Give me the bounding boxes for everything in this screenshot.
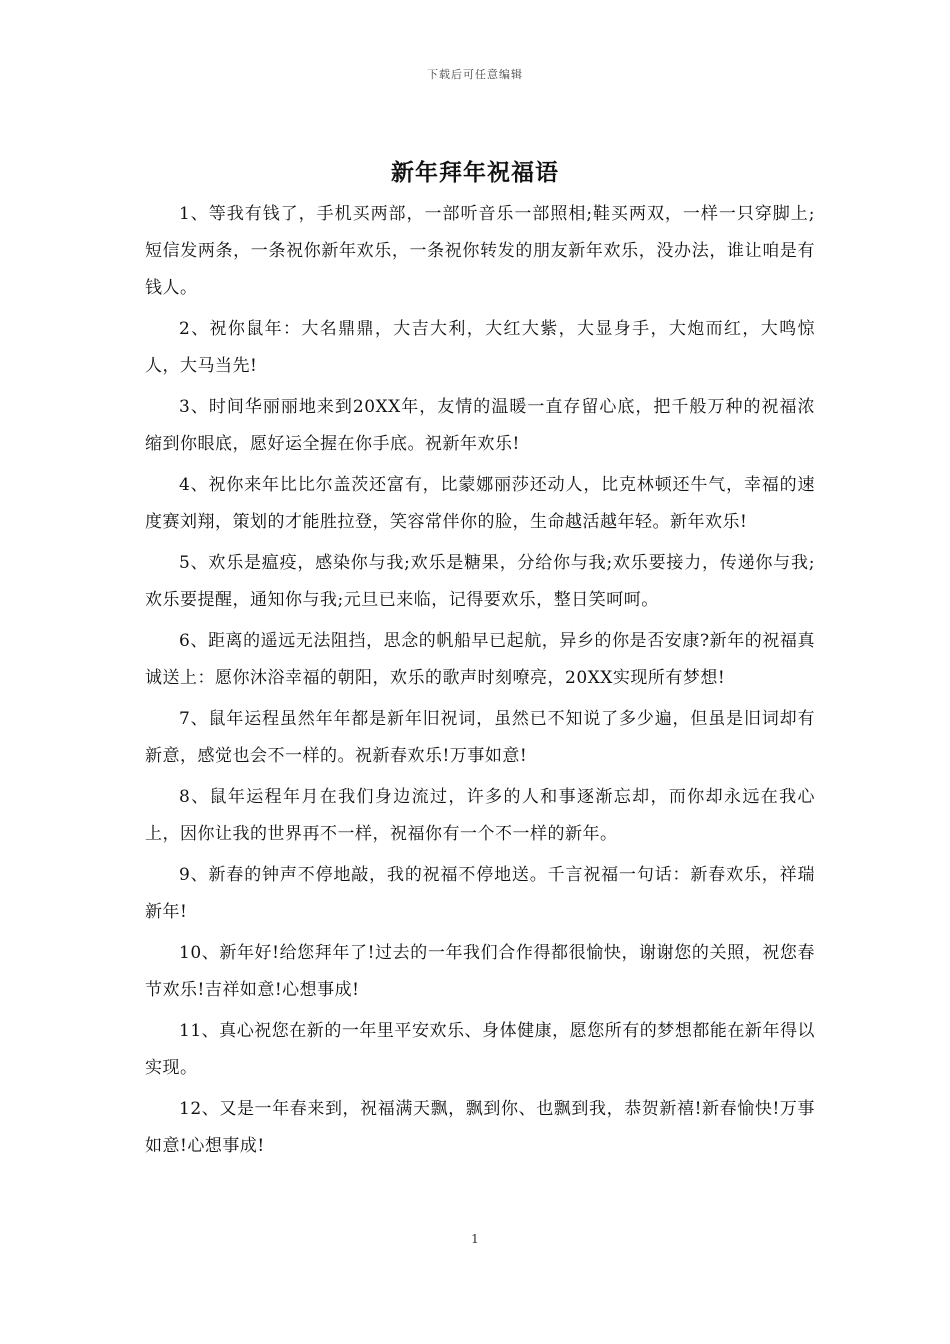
paragraph-6: 6、距离的遥远无法阻挡，思念的帆船早已起航，异乡的你是否安康?新年的祝福真诚送上：愿你沐浴幸福的朝阳，欢乐的歌声时刻嘹亮，20XX实现所有梦想! — [145, 631, 815, 688]
paragraph-7: 7、鼠年运程虽然年年都是新年旧祝词，虽然已不知说了多少遍，但虽是旧词却有新意，感觉也会不一样的。祝新春欢乐!万事如意! — [145, 709, 815, 766]
paragraph-2: 2、祝你鼠年：大名鼎鼎，大吉大利，大红大紫，大显身手，大炮而红，大鸣惊人，大马当先! — [145, 319, 815, 376]
paragraph-3: 3、时间华丽丽地来到20XX年，友情的温暖一直存留心底，把千般万种的祝福浓缩到你眼底，愿好运全握在你手底。祝新年欢乐! — [145, 397, 815, 454]
paragraph-10: 10、新年好!给您拜年了!过去的一年我们合作得都很愉快，谢谢您的关照，祝您春节欢乐!吉祥如意!心想事成! — [145, 943, 815, 1000]
paragraph-8: 8、鼠年运程年月在我们身边流过，许多的人和事逐渐忘却，而你却永远在我心上，因你让我的世界再不一样，祝福你有一个不一样的新年。 — [145, 787, 815, 844]
header-note: 下载后可任意编辑 — [427, 68, 523, 81]
document-body — [145, 196, 815, 1169]
document-title: 新年拜年祝福语 — [391, 159, 559, 186]
paragraph-12: 12、又是一年春来到，祝福满天飘，飘到你、也飘到我，恭贺新禧!新春愉快!万事如意!心想事成! — [145, 1099, 815, 1156]
paragraph-4: 4、祝你来年比比尔盖茨还富有，比蒙娜丽莎还动人，比克林顿还牛气，幸福的速度赛刘翔，策划的才能胜拉登，笑容常伴你的脸，生命越活越年轻。新年欢乐! — [145, 475, 815, 532]
paragraph-1: 1、等我有钱了，手机买两部，一部听音乐一部照相;鞋买两双，一样一只穿脚上;短信发两条，一条祝你新年欢乐，一条祝你转发的朋友新年欢乐，没办法，谁让咱是有钱人。 — [145, 204, 815, 298]
paragraph-5: 5、欢乐是瘟疫，感染你与我;欢乐是糖果，分给你与我;欢乐要接力，传递你与我;欢乐要提醒，通知你与我;元旦已来临，记得要欢乐，整日笑呵呵。 — [145, 553, 815, 610]
paragraph-9: 9、新春的钟声不停地敲，我的祝福不停地送。千言祝福一句话：新春欢乐，祥瑞新年! — [145, 865, 815, 922]
paragraph-11: 11、真心祝您在新的一年里平安欢乐、身体健康，愿您所有的梦想都能在新年得以实现。 — [145, 1021, 815, 1078]
page-number: 1 — [471, 1232, 479, 1246]
